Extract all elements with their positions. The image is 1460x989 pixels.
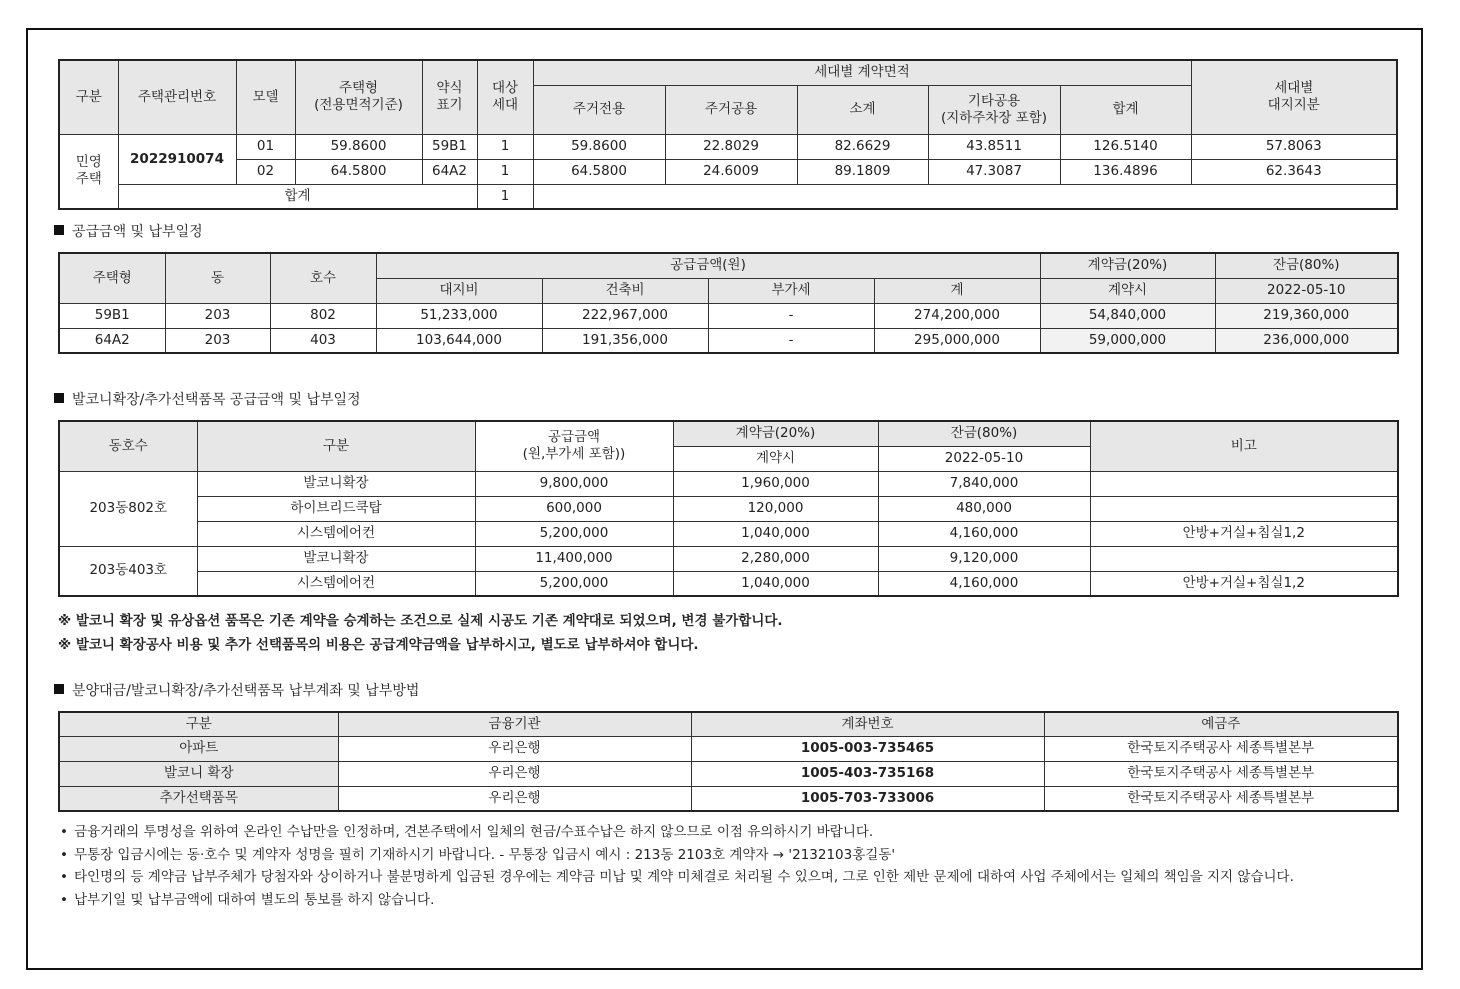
- cell-balance: 4,160,000: [878, 521, 1090, 546]
- table-row: [59, 786, 1398, 811]
- note-2: ※ 발코니 확장공사 비용 및 추가 선택품목의 비용은 공급계약금액을 납부하시고, 별도로 납부하셔야 합니다.: [58, 637, 699, 653]
- sum-value: 1: [477, 184, 533, 209]
- cell-subtotal: 82.6629: [797, 134, 928, 159]
- header-building: 건축비: [542, 278, 708, 303]
- manage-no-value: 2022910074: [118, 134, 236, 184]
- unit-label: 203동802호: [59, 471, 197, 546]
- cell-deposit: 1,040,000: [673, 521, 878, 546]
- cell-item: 시스템에어컨: [197, 571, 475, 596]
- header-type: 주택형: [59, 253, 165, 303]
- cell-type: 64A2: [59, 328, 165, 353]
- cell-vat: -: [708, 303, 874, 328]
- bullet-item: • 금융거래의 투명성을 위하여 온라인 수납만을 인정하며, 견본주택에서 일체의 현금/수표수납은 하지 않으므로 이점 유의하시기 바랍니다.: [60, 824, 874, 840]
- cell-account: 1005-403-735168: [691, 761, 1044, 786]
- sum-label: 합계: [118, 184, 477, 209]
- cell-type: 59.8600: [295, 134, 422, 159]
- cell-land: 57.8063: [1191, 134, 1397, 159]
- header-holder: 예금주: [1044, 712, 1398, 736]
- cell-note: [1090, 496, 1398, 521]
- header-type: 주택형 (전용면적기준): [295, 60, 422, 134]
- cell-land: 51,233,000: [376, 303, 542, 328]
- header-residential-exclusive: 주거전용: [533, 85, 665, 134]
- header-supply: 공급금액(원): [376, 253, 1040, 278]
- bullet-item: • 무통장 입금시에는 동·호수 및 계약자 성명을 필히 기재하시기 바랍니다. - 무통장 입금시 예시 : 213동 2103호 계약자 → '2132103홍길동': [60, 846, 896, 863]
- account-table: [58, 711, 1399, 812]
- cell-dong: 203: [165, 303, 270, 328]
- header-target: 대상 세대: [477, 60, 533, 134]
- header-abbr: 약식 표기: [422, 60, 477, 134]
- cell-deposit: 59,000,000: [1040, 328, 1215, 353]
- square-bullet-icon: [54, 393, 64, 403]
- cell-abbr: 64A2: [422, 159, 477, 184]
- cell-account: 1005-703-733006: [691, 786, 1044, 811]
- cell-deposit: 54,840,000: [1040, 303, 1215, 328]
- cell-balance: 236,000,000: [1215, 328, 1398, 353]
- cell-ho: 403: [270, 328, 376, 353]
- cell-building: 191,356,000: [542, 328, 708, 353]
- cell-deposit: 1,040,000: [673, 571, 878, 596]
- header-bank: 금융기관: [338, 712, 691, 736]
- cell-note: 안방+거실+침실1,2: [1090, 571, 1398, 596]
- header-account: 계좌번호: [691, 712, 1044, 736]
- cell-deposit: 1,960,000: [673, 471, 878, 496]
- table-row: [59, 736, 1398, 761]
- cell-item: 시스템에어컨: [197, 521, 475, 546]
- header-sum: 계: [874, 278, 1040, 303]
- header-residential-common: 주거공용: [665, 85, 797, 134]
- cell-bank: 우리은행: [338, 786, 691, 811]
- cell-vat: -: [708, 328, 874, 353]
- header-gubun: 구분: [197, 421, 475, 471]
- header-unit: 동호수: [59, 421, 197, 471]
- header-dong: 동: [165, 253, 270, 303]
- cell-common: 22.8029: [665, 134, 797, 159]
- cell-holder: 한국토지주택공사 세종특별본부: [1044, 761, 1398, 786]
- cell-subtotal: 89.1809: [797, 159, 928, 184]
- cell-item: 발코니확장: [197, 471, 475, 496]
- balcony-option-table: [58, 420, 1399, 597]
- cell-account: 1005-003-735465: [691, 736, 1044, 761]
- cell-deposit: 120,000: [673, 496, 878, 521]
- cell-amount: 11,400,000: [475, 546, 673, 571]
- table-row: [59, 496, 1398, 521]
- cell-balance: 480,000: [878, 496, 1090, 521]
- cell-holder: 한국토지주택공사 세종특별본부: [1044, 786, 1398, 811]
- cell-common: 24.6009: [665, 159, 797, 184]
- unit-label: 203동403호: [59, 546, 197, 596]
- cell-item: 발코니확장: [197, 546, 475, 571]
- header-contract-area: 세대별 계약면적: [533, 60, 1191, 85]
- section-title-supply: 공급금액 및 납부일정: [54, 221, 203, 241]
- cell-note: 안방+거실+침실1,2: [1090, 521, 1398, 546]
- sum-row: [59, 184, 1397, 209]
- cell-deposit: 2,280,000: [673, 546, 878, 571]
- cell-balance: 4,160,000: [878, 571, 1090, 596]
- cell-note: [1090, 471, 1398, 496]
- cell-total: 136.4896: [1060, 159, 1191, 184]
- cell-model: 02: [236, 159, 295, 184]
- square-bullet-icon: [54, 684, 64, 694]
- cell-balance: 219,360,000: [1215, 303, 1398, 328]
- table-row: [59, 761, 1398, 786]
- section-title-balcony: 발코니확장/추가선택품목 공급금액 및 납부일정: [54, 389, 361, 409]
- cell-type: 59B1: [59, 303, 165, 328]
- table-row: [59, 471, 1398, 496]
- table-row: [59, 546, 1398, 571]
- cell-gubun: 발코니 확장: [59, 761, 338, 786]
- table-row: [59, 521, 1398, 546]
- cell-type: 64.5800: [295, 159, 422, 184]
- table-row: [59, 328, 1398, 353]
- header-balance: 잔금(80%): [878, 421, 1090, 446]
- cell-excl: 64.5800: [533, 159, 665, 184]
- cell-note: [1090, 546, 1398, 571]
- table-row: [59, 571, 1398, 596]
- header-amount: 공급금액 (원,부가세 포함)): [475, 421, 673, 471]
- cell-ho: 802: [270, 303, 376, 328]
- cell-sum: 274,200,000: [874, 303, 1040, 328]
- cell-amount: 5,200,000: [475, 521, 673, 546]
- cell-balance: 9,120,000: [878, 546, 1090, 571]
- note-1: ※ 발코니 확장 및 유상옵션 품목은 기존 계약을 승계하는 조건으로 실제 시공도 기존 계약대로 되었으며, 변경 불가합니다.: [58, 613, 783, 629]
- cell-other: 43.8511: [928, 134, 1060, 159]
- header-total: 합계: [1060, 85, 1191, 134]
- header-other-common: 기타공용 (지하주차장 포함): [928, 85, 1060, 134]
- group-label: 민영 주택: [59, 134, 118, 209]
- header-land: 대지비: [376, 278, 542, 303]
- sum-empty: [533, 184, 1397, 209]
- cell-amount: 9,800,000: [475, 471, 673, 496]
- contract-area-table: [58, 59, 1398, 210]
- header-ho: 호수: [270, 253, 376, 303]
- bullet-item: • 타인명의 등 계약금 납부주체가 당첨자와 상이하거나 불분명하게 입금된 경우에는 계약금 미납 및 계약 미체결로 처리될 수 있으며, 그로 인한 제반 문제에 대하여 사업 주체에서는 일체의 책임을 지지 않습니다.: [60, 869, 1294, 885]
- cell-other: 47.3087: [928, 159, 1060, 184]
- header-deposit: 계약금(20%): [1040, 253, 1215, 278]
- table-row: [59, 159, 1397, 184]
- header-gubun: 구분: [59, 60, 118, 134]
- cell-abbr: 59B1: [422, 134, 477, 159]
- cell-land: 62.3643: [1191, 159, 1397, 184]
- table-row: [59, 134, 1397, 159]
- cell-land: 103,644,000: [376, 328, 542, 353]
- header-deposit-when: 계약시: [673, 446, 878, 471]
- cell-target: 1: [477, 134, 533, 159]
- table-row: [59, 303, 1398, 328]
- header-deposit: 계약금(20%): [673, 421, 878, 446]
- cell-total: 126.5140: [1060, 134, 1191, 159]
- header-deposit-when: 계약시: [1040, 278, 1215, 303]
- cell-model: 01: [236, 134, 295, 159]
- cell-holder: 한국토지주택공사 세종특별본부: [1044, 736, 1398, 761]
- square-bullet-icon: [54, 225, 64, 235]
- header-balance: 잔금(80%): [1215, 253, 1398, 278]
- header-model: 모델: [236, 60, 295, 134]
- cell-bank: 우리은행: [338, 736, 691, 761]
- supply-price-table: [58, 252, 1399, 354]
- cell-target: 1: [477, 159, 533, 184]
- header-subtotal: 소계: [797, 85, 928, 134]
- header-vat: 부가세: [708, 278, 874, 303]
- header-note: 비고: [1090, 421, 1398, 471]
- cell-gubun: 아파트: [59, 736, 338, 761]
- cell-amount: 5,200,000: [475, 571, 673, 596]
- cell-dong: 203: [165, 328, 270, 353]
- cell-balance: 7,840,000: [878, 471, 1090, 496]
- cell-gubun: 추가선택품목: [59, 786, 338, 811]
- cell-amount: 600,000: [475, 496, 673, 521]
- cell-item: 하이브리드쿡탑: [197, 496, 475, 521]
- header-balance-date: 2022-05-10: [878, 446, 1090, 471]
- header-manage-no: 주택관리번호: [118, 60, 236, 134]
- cell-building: 222,967,000: [542, 303, 708, 328]
- cell-sum: 295,000,000: [874, 328, 1040, 353]
- header-land-share: 세대별 대지지분: [1191, 60, 1397, 134]
- bullet-item: • 납부기일 및 납부금액에 대하여 별도의 통보를 하지 않습니다.: [60, 891, 435, 908]
- header-balance-date: 2022-05-10: [1215, 278, 1398, 303]
- cell-bank: 우리은행: [338, 761, 691, 786]
- cell-excl: 59.8600: [533, 134, 665, 159]
- section-title-accounts: 분양대금/발코니확장/추가선택품목 납부계좌 및 납부방법: [54, 680, 419, 700]
- header-gubun: 구분: [59, 712, 338, 736]
- bullet-list: [58, 821, 1398, 911]
